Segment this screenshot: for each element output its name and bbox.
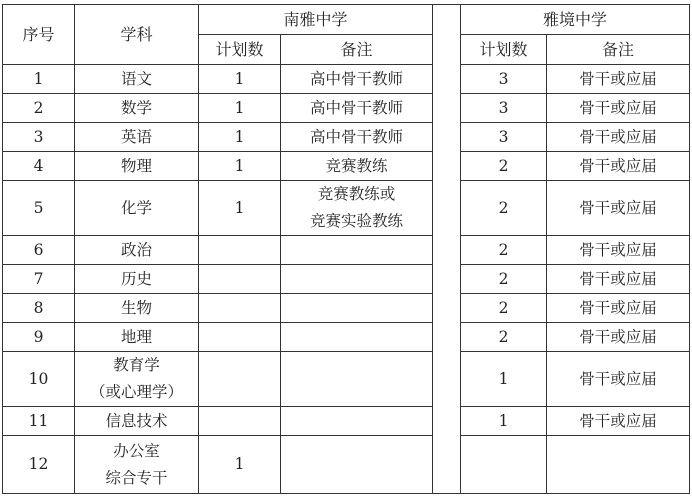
row-school-b-note: 骨干或应届 <box>547 236 690 265</box>
row-seq: 1 <box>3 65 75 94</box>
table-row <box>3 436 690 494</box>
row-subject: 地理 <box>75 323 199 352</box>
column-gap <box>433 94 461 123</box>
table-row <box>3 181 690 236</box>
row-school-a-note <box>281 236 433 265</box>
row-seq: 3 <box>3 123 75 152</box>
row-school-b-plan: 2 <box>461 265 547 294</box>
column-gap <box>433 152 461 181</box>
row-school-a-plan <box>199 236 281 265</box>
header-seq: 序号 <box>3 5 75 65</box>
row-school-b-note: 骨干或应届 <box>547 294 690 323</box>
column-gap <box>433 294 461 323</box>
table-row <box>3 123 690 152</box>
column-gap <box>433 65 461 94</box>
row-seq: 4 <box>3 152 75 181</box>
row-school-b-plan: 3 <box>461 65 547 94</box>
row-school-a-plan <box>199 294 281 323</box>
row-school-b-plan: 2 <box>461 236 547 265</box>
column-gap <box>433 407 461 436</box>
row-school-b-plan: 2 <box>461 323 547 352</box>
column-gap <box>433 352 461 407</box>
header-school-a-note: 备注 <box>281 35 433 65</box>
table-row <box>3 65 690 94</box>
row-school-b-note: 骨干或应届 <box>547 407 690 436</box>
column-gap <box>433 265 461 294</box>
row-school-a-note <box>281 407 433 436</box>
row-subject <box>75 352 199 407</box>
header-school-b-plan: 计划数 <box>461 35 547 65</box>
row-subject: 生物 <box>75 294 199 323</box>
column-gap <box>433 5 461 35</box>
recruitment-plan-table <box>2 4 690 494</box>
row-seq: 8 <box>3 294 75 323</box>
row-school-a-note-line: 竞赛实验教练 <box>309 212 403 230</box>
row-school-b-note: 骨干或应届 <box>547 352 690 407</box>
column-gap <box>433 436 461 494</box>
row-subject: 英语 <box>75 123 199 152</box>
header-school-b: 雅境中学 <box>461 5 690 35</box>
row-subject: 政治 <box>75 236 199 265</box>
row-seq: 6 <box>3 236 75 265</box>
row-school-a-plan: 1 <box>199 181 281 236</box>
row-school-a-plan <box>199 323 281 352</box>
table-row <box>3 294 690 323</box>
row-subject: 数学 <box>75 94 199 123</box>
row-subject: 语文 <box>75 65 199 94</box>
row-seq: 7 <box>3 265 75 294</box>
row-school-a-note: 高中骨干教师 <box>281 65 433 94</box>
row-subject-line: 办公室 <box>113 441 160 460</box>
row-subject-line: （或心理学） <box>89 383 183 401</box>
row-school-a-plan: 1 <box>199 65 281 94</box>
row-subject: 化学 <box>75 181 199 236</box>
row-subject: 历史 <box>75 265 199 294</box>
row-school-a-plan: 1 <box>199 94 281 123</box>
row-subject <box>75 436 199 494</box>
row-school-a-note: 高中骨干教师 <box>281 123 433 152</box>
row-school-b-plan: 1 <box>461 352 547 407</box>
table-body <box>3 65 690 494</box>
row-school-a-plan <box>199 407 281 436</box>
column-gap <box>433 236 461 265</box>
row-seq: 10 <box>3 352 75 407</box>
row-school-a-note <box>281 323 433 352</box>
column-gap <box>433 323 461 352</box>
row-school-b-plan: 1 <box>461 407 547 436</box>
row-school-b-plan: 2 <box>461 152 547 181</box>
row-seq: 9 <box>3 323 75 352</box>
row-school-a-plan: 1 <box>199 123 281 152</box>
row-school-a-plan <box>199 265 281 294</box>
row-subject: 信息技术 <box>75 407 199 436</box>
column-gap <box>433 123 461 152</box>
row-school-a-note-line: 竞赛教练或 <box>317 185 396 203</box>
row-seq: 2 <box>3 94 75 123</box>
row-subject-line: 教育学 <box>113 356 160 374</box>
row-school-a-plan: 1 <box>199 436 281 494</box>
row-school-b-note: 骨干或应届 <box>547 265 690 294</box>
row-seq: 12 <box>3 436 75 494</box>
row-school-a-note: 竞赛教练 <box>281 152 433 181</box>
column-gap <box>433 35 461 65</box>
table-row <box>3 94 690 123</box>
row-school-a-note <box>281 436 433 494</box>
row-school-a-note <box>281 352 433 407</box>
row-school-b-plan: 3 <box>461 123 547 152</box>
row-school-a-note <box>281 294 433 323</box>
row-school-b-note: 骨干或应届 <box>547 181 690 236</box>
header-school-a-plan: 计划数 <box>199 35 281 65</box>
row-school-a-note <box>281 265 433 294</box>
table-row <box>3 236 690 265</box>
row-school-b-note <box>547 436 690 494</box>
table-row <box>3 407 690 436</box>
row-school-b-plan: 2 <box>461 181 547 236</box>
column-gap <box>433 181 461 236</box>
row-school-b-note: 骨干或应届 <box>547 65 690 94</box>
row-school-b-note: 骨干或应届 <box>547 123 690 152</box>
row-subject: 物理 <box>75 152 199 181</box>
row-school-b-plan <box>461 436 547 494</box>
table-row <box>3 152 690 181</box>
header-school-a: 南雅中学 <box>199 5 433 35</box>
row-school-a-note <box>281 181 433 236</box>
row-school-b-note: 骨干或应届 <box>547 323 690 352</box>
header-subject: 学科 <box>75 5 199 65</box>
row-school-b-note: 骨干或应届 <box>547 94 690 123</box>
row-subject-line: 综合专干 <box>105 468 168 487</box>
row-school-a-note: 高中骨干教师 <box>281 94 433 123</box>
row-seq: 11 <box>3 407 75 436</box>
table-row <box>3 352 690 407</box>
row-school-b-plan: 2 <box>461 294 547 323</box>
row-school-a-plan: 1 <box>199 152 281 181</box>
row-seq: 5 <box>3 181 75 236</box>
table-row <box>3 265 690 294</box>
row-school-b-plan: 3 <box>461 94 547 123</box>
row-school-a-plan <box>199 352 281 407</box>
table-row <box>3 323 690 352</box>
header-school-b-note: 备注 <box>547 35 690 65</box>
row-school-b-note: 骨干或应届 <box>547 152 690 181</box>
